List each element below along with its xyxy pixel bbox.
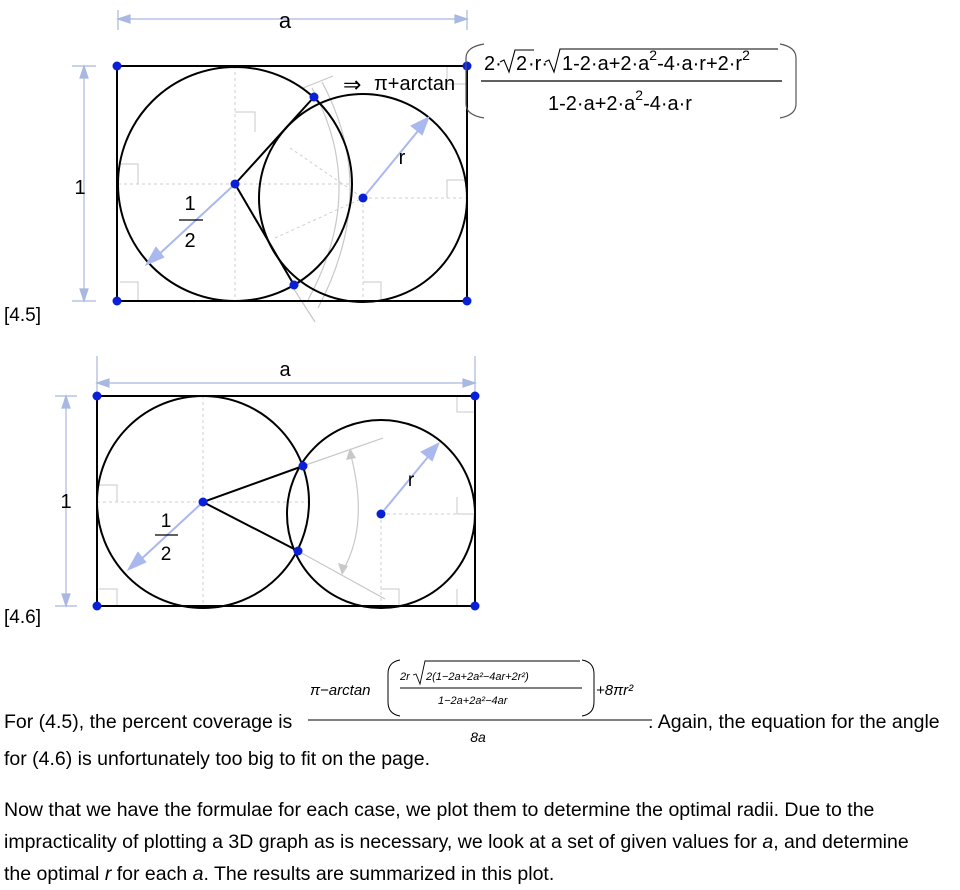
radius-label-2: r [407,470,415,491]
radicand-sup-1: 2 [649,47,658,63]
paragraph-line-3-b: for each [111,863,193,885]
denominator-sup: 2 [635,87,644,103]
coverage-line-2: for (4.6) is unfortunately too big to fit on the page. [4,748,431,770]
denominator-part-1: 1-2·a+2·a [548,93,636,115]
formula-sqrt1: 2 [516,53,528,75]
paragraph-line-2-a: impracticality of plotting a 3D graph as is necessary, we look at a set of given values for [4,831,763,853]
paragraph-line-2-b: , and determine [773,831,909,853]
width-label-2: a [279,359,291,381]
figure-tag-4-6: [4.6] [4,607,41,628]
var-r: r [104,863,112,885]
figure-tag-4-5: [4.5] [4,305,41,326]
formula-lead: π+arctan [374,73,456,95]
coverage-line-pre: For (4.5), the percent coverage is [4,711,293,733]
half-numerator: 1 [184,193,196,215]
radicand-sup-2: 2 [742,47,750,63]
width-label: a [278,8,292,33]
radius-label: r [398,147,406,169]
denominator-part-2: -4·a·r [643,93,692,115]
coverage-lead: π−arctan [310,682,371,699]
implies-symbol: ⇒ [343,72,362,97]
var-a-2: a [192,863,204,885]
half-denominator: 2 [184,230,196,252]
height-label: 1 [74,177,86,199]
coverage-inner-denominator: 1−2a+2a²−4ar [438,695,508,707]
coverage-radicand: 2(1−2a+2a²−4ar+2r²) [426,671,529,683]
half-numerator-2: 1 [160,511,172,532]
paragraph-line-3-c: . The results are summarized in this plot. [203,863,555,885]
coverage-denominator: 8a [470,729,486,745]
coverage-inner-prefix: 2r [400,671,410,683]
formula-num-prefix: 2· [484,53,502,75]
var-a: a [762,831,774,853]
half-denominator-2: 2 [160,544,172,565]
radicand-part-1: 1-2·a+2·a [562,53,650,75]
coverage-line-post: . Again, the equation for the angle [648,711,940,733]
paragraph-line-1: Now that we have the formulae for each case, we plot them to determine the optimal radii. Due to the [4,799,875,821]
paragraph-line-3 [4,858,554,890]
paragraph-line-3-a: the optimal [4,863,105,885]
radicand-part-2: -4·a·r+2·r [657,53,743,75]
coverage-tail: +8πr² [596,682,634,699]
formula-num-mid: ·r· [528,53,548,75]
height-label-2: 1 [60,491,72,513]
paragraph-line-2 [4,826,909,858]
